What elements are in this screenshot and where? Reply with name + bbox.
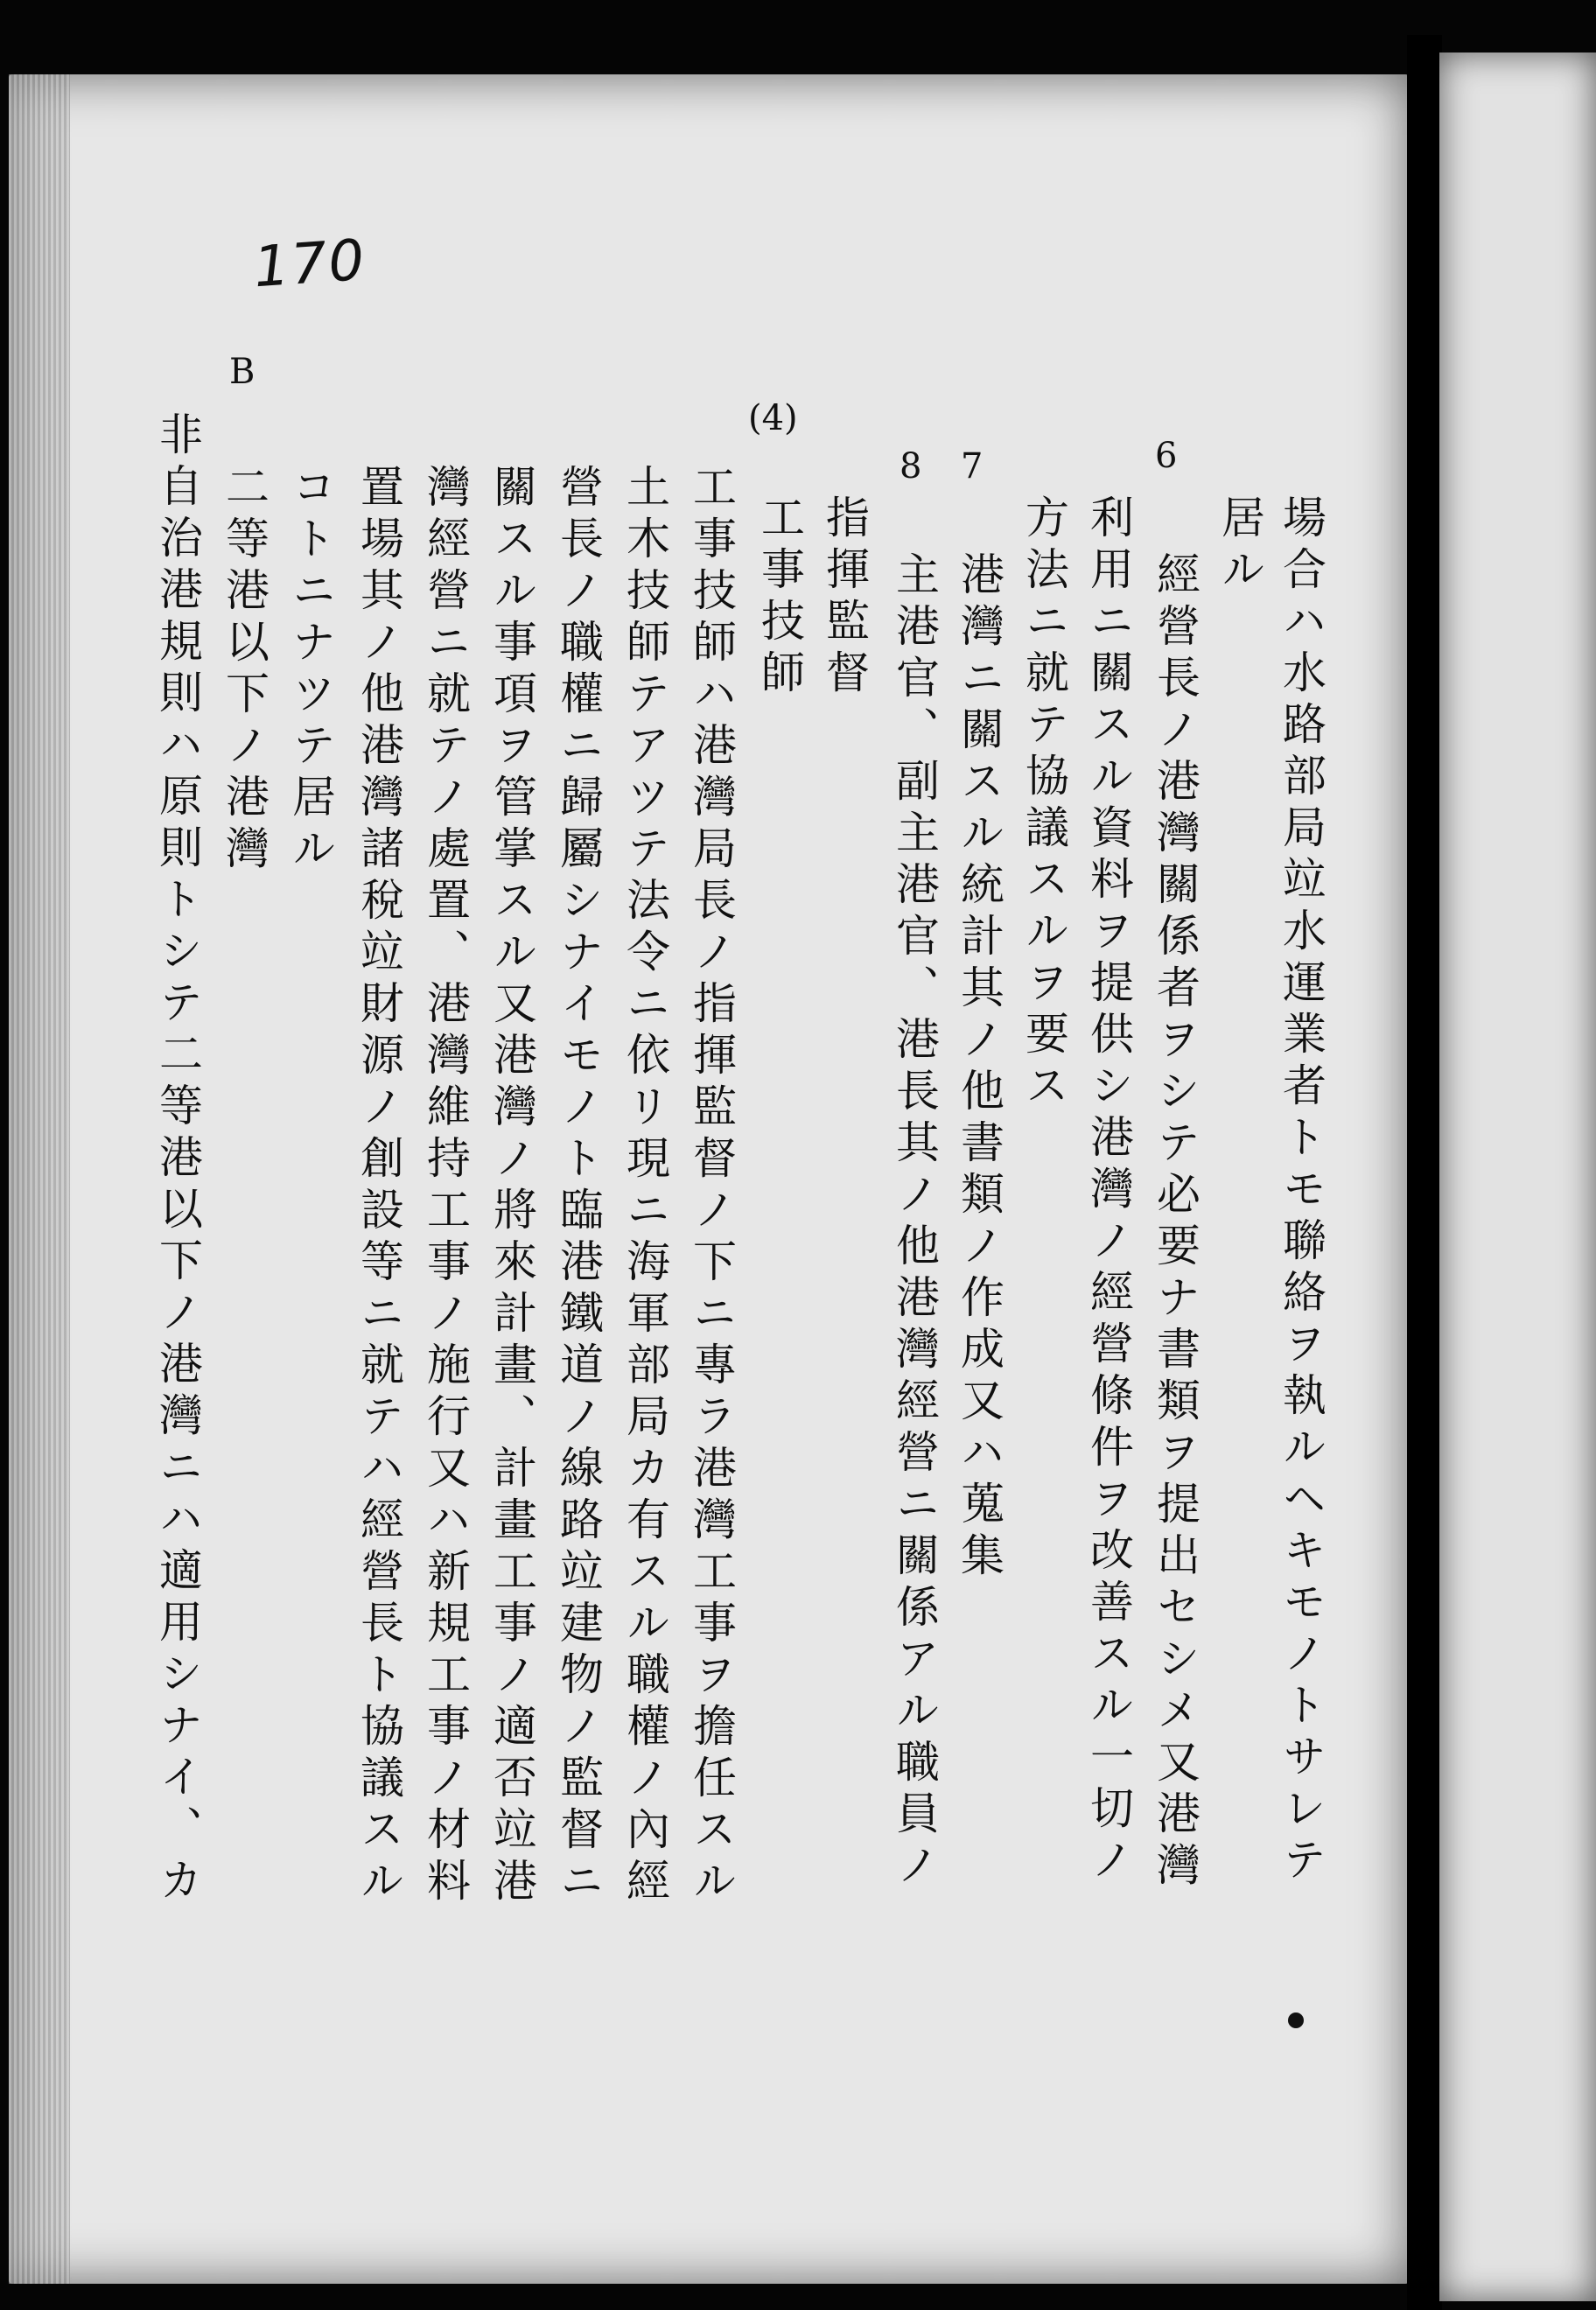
text-column-12: 營長ノ職權ニ歸屬シナイモノト臨港鐵道ノ線路竝建物ノ監督ニ bbox=[553, 464, 604, 1909]
section-label-b: B bbox=[229, 352, 256, 392]
item-number-6: 6 bbox=[1155, 436, 1178, 476]
text-column-7: 主港官、副主港官、港長其ノ他港灣經營ニ關係アル職員ノ bbox=[889, 551, 940, 1894]
text-column-16: コトニナツテ居ル bbox=[285, 464, 336, 877]
text-column-5: 方法ニ就テ協議スルヲ要ス bbox=[1018, 494, 1069, 1114]
text-column-2: 居ル bbox=[1214, 494, 1265, 598]
item-number-7: 7 bbox=[961, 446, 984, 486]
text-column-9: 工事技師 bbox=[754, 494, 805, 701]
text-column-8: 指揮監督 bbox=[819, 494, 870, 701]
text-column-4: 利用ニ關スル資料ヲ提供シ港灣ノ經營條件ヲ改善スル一切ノ bbox=[1083, 494, 1134, 1888]
page-edge-stack bbox=[9, 74, 70, 2284]
handwritten-page-number: 170 bbox=[251, 228, 368, 301]
text-column-6: 港灣ニ關スル統計其ノ他書類ノ作成又ハ蒐集 bbox=[954, 551, 1004, 1584]
text-column-3: 經營長ノ港灣關係者ヲシテ必要ナ書類ヲ提出セシメ又港灣 bbox=[1150, 551, 1200, 1894]
item-number-8: 8 bbox=[900, 446, 922, 486]
text-column-17: 二等港以下ノ港灣 bbox=[219, 464, 270, 877]
ink-dot bbox=[1288, 2012, 1304, 2028]
text-column-18: 非自治港規則ハ原則トシテ二等港以下ノ港灣ニハ適用シナイ、カ bbox=[152, 411, 203, 1908]
book-gutter bbox=[1407, 35, 1442, 2310]
next-page-edge bbox=[1439, 52, 1596, 2301]
text-column-1: 場合ハ水路部局竝水運業者トモ聯絡ヲ執ルヘキモノトサレテ bbox=[1276, 494, 1326, 1888]
text-column-13: 關スル事項ヲ管掌スル又港灣ノ將來計畫、計畫工事ノ適否竝港 bbox=[486, 464, 537, 1909]
text-column-14: 灣經營ニ就テノ處置、港灣維持工事ノ施行又ハ新規工事ノ材料 bbox=[420, 464, 471, 1909]
text-column-15: 置場其ノ他港灣諸稅竝財源ノ創設等ニ就テハ經營長ト協議スル bbox=[354, 464, 404, 1909]
section-label-4: (4) bbox=[748, 398, 798, 438]
text-column-11: 土木技師テアツテ法令ニ依リ現ニ海軍部局カ有スル職權ノ內經 bbox=[620, 464, 670, 1909]
text-column-10: 工事技師ハ港灣局長ノ指揮監督ノ下ニ專ラ港灣工事ヲ擔任スル bbox=[686, 464, 737, 1909]
